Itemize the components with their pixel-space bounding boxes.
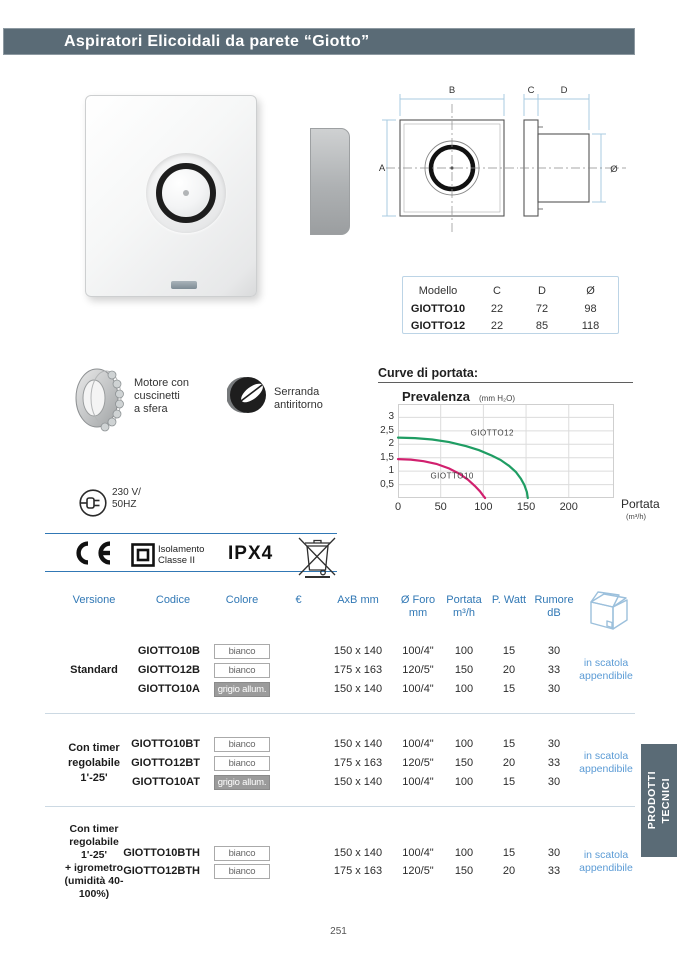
- power-value: 15: [502, 645, 516, 657]
- fan-front-panel: [85, 95, 257, 297]
- model-name: GIOTTO12: [410, 319, 466, 332]
- plot-border: [399, 405, 614, 498]
- color-cell: [208, 663, 276, 678]
- y-tick-label: 0,5: [380, 478, 394, 490]
- axb-value: 150 x 140: [333, 776, 383, 788]
- x-tick-label: 200: [559, 501, 578, 513]
- color-swatch: bianco: [214, 663, 270, 678]
- y-tick-label: 2: [388, 438, 394, 450]
- power-value: 15: [502, 683, 516, 695]
- spec-header-col-1: [138, 594, 208, 620]
- y-tick-label: 2,5: [380, 424, 394, 436]
- hole-diameter-value: 100/4": [402, 738, 434, 750]
- y-tick-label: 3: [388, 411, 394, 423]
- noise-value: 33: [547, 664, 561, 676]
- shutter-icon: [227, 375, 267, 415]
- chart-title-underline: [378, 382, 633, 383]
- feature-line: Motore con: [134, 377, 190, 389]
- spec-group-2: [50, 820, 635, 904]
- spec-table-header: [50, 594, 635, 620]
- product-code: GIOTTO10BTH: [123, 847, 200, 859]
- feature-line: cuscinetti: [134, 390, 180, 402]
- spec-header-col-4: [321, 594, 395, 620]
- axb-value: 175 x 163: [333, 757, 383, 769]
- color-swatch: bianco: [214, 846, 270, 861]
- spec-header-line: Rumore: [534, 594, 574, 606]
- flow-curves-plot: [398, 404, 614, 498]
- spec-header-line: Colore: [225, 594, 259, 606]
- version-line: 1'-25': [80, 849, 107, 861]
- power-line: 50HZ: [112, 499, 137, 510]
- ce-mark-icon: [72, 541, 114, 565]
- hole-diameter-value: 100/4": [402, 776, 434, 788]
- product-code: GIOTTO10BT: [131, 738, 200, 750]
- curve-label: GIOTTO10: [430, 471, 474, 481]
- color-cell: [208, 846, 276, 861]
- airflow-value: 100: [454, 738, 474, 750]
- feature-shutter-label: [274, 386, 323, 412]
- spec-row: [138, 661, 577, 680]
- packaging-note: [577, 727, 635, 799]
- hole-diameter-value: 100/4": [402, 683, 434, 695]
- airflow-value: 100: [454, 683, 474, 695]
- product-code: GIOTTO10A: [137, 683, 200, 695]
- centerlines: [386, 104, 626, 232]
- spec-row: [131, 735, 577, 754]
- group-version-label: [50, 727, 138, 799]
- spec-row: [138, 642, 577, 661]
- noise-value: 30: [547, 645, 561, 657]
- dim-value: 22: [490, 302, 504, 315]
- axb-value: 150 x 140: [333, 683, 383, 695]
- spec-header-line: dB: [547, 607, 561, 619]
- spec-header-col-3: [276, 594, 321, 620]
- y-axis-label: Prevalenza: [402, 389, 470, 404]
- curve-giotto12: [398, 438, 528, 498]
- ip-rating: IPX4: [228, 543, 274, 564]
- dim-col-modello: Modello: [418, 285, 458, 297]
- dim-value: 72: [535, 302, 549, 315]
- color-cell: [208, 864, 276, 879]
- group-rows: [138, 634, 577, 706]
- group-version-label: [50, 634, 138, 706]
- curve-label: GIOTTO12: [470, 428, 514, 438]
- color-swatch: bianco: [214, 864, 270, 879]
- color-cell: [208, 775, 276, 790]
- ball-bearing-icon: [73, 365, 129, 433]
- noise-value: 30: [547, 847, 561, 859]
- chart-title: Curve di portata:: [378, 366, 479, 380]
- noise-value: 30: [547, 738, 561, 750]
- dim-value: 118: [581, 319, 600, 332]
- product-photo: [60, 85, 340, 320]
- carton-box-icon: [586, 586, 632, 632]
- feature-line: Serranda: [274, 386, 320, 398]
- note-line: in scatola: [583, 750, 629, 762]
- color-cell: [208, 756, 276, 771]
- spec-header-col-6: [441, 594, 487, 620]
- tech-drawing: [378, 80, 630, 242]
- dim-value: 98: [584, 302, 597, 315]
- brand-logo: [171, 281, 197, 289]
- axb-value: 175 x 163: [333, 865, 383, 877]
- dim-label-a: A: [378, 163, 386, 174]
- product-code: GIOTTO12B: [137, 664, 200, 676]
- x-tick-label: 50: [434, 501, 447, 513]
- spec-header-col-7: [487, 594, 531, 620]
- side-tab-prodotti-tecnici[interactable]: [641, 744, 677, 857]
- y-tick-label: 1: [388, 465, 394, 477]
- x-tick-label: 150: [516, 501, 536, 513]
- side-tab-label: TECNICI: [660, 777, 672, 824]
- group-separator: [45, 713, 635, 714]
- note-line: appendibile: [579, 763, 633, 775]
- dim-col-d: D: [538, 285, 546, 297]
- hole-diameter-value: 100/4": [402, 645, 434, 657]
- spec-header-line: AxB mm: [337, 594, 379, 606]
- cert-band-bottom-line: [45, 571, 337, 572]
- y-axis-unit: (mm H₂O): [479, 394, 515, 403]
- page-number: 251: [330, 926, 347, 937]
- spec-header-line: Codice: [155, 594, 191, 606]
- class-ii-icon: [131, 543, 155, 567]
- x-axis-unit: (m³/h): [626, 512, 646, 521]
- version-line: Con timer: [68, 741, 120, 754]
- insulation-line: Classe II: [158, 555, 195, 566]
- note-line: in scatola: [583, 657, 629, 669]
- color-swatch: bianco: [214, 737, 270, 752]
- noise-value: 30: [547, 683, 561, 695]
- hole-diameter-value: 100/4": [402, 847, 434, 859]
- cert-band-top-line: [45, 533, 337, 534]
- hole-diameter-value: 120/5": [402, 865, 434, 877]
- spec-header-col-5: [395, 594, 441, 620]
- fan-duct: [310, 128, 350, 235]
- note-line: appendibile: [579, 670, 633, 682]
- spec-header-line: P. Watt: [491, 594, 527, 606]
- spec-row: [138, 680, 577, 699]
- spec-group-0: [50, 634, 635, 706]
- power-value: 20: [502, 865, 516, 877]
- dim-label-b: B: [448, 85, 456, 96]
- side-tab-label: PRODOTTI: [646, 771, 658, 830]
- version-line: 1'-25': [80, 771, 108, 784]
- spec-header-line: €: [295, 594, 302, 606]
- airflow-value: 100: [454, 776, 474, 788]
- feature-line: antiritorno: [274, 399, 323, 411]
- center-dot: [450, 166, 453, 169]
- packaging-note: [577, 820, 635, 904]
- airflow-value: 150: [454, 664, 474, 676]
- dim-col-c: C: [493, 285, 501, 297]
- group-rows: [131, 727, 577, 799]
- color-swatch: grigio allum.: [214, 682, 270, 697]
- group-rows: [123, 820, 577, 904]
- spec-header-line: Ø Foro: [400, 594, 436, 606]
- spec-header-col-8: [531, 594, 577, 620]
- header-bar: [3, 28, 635, 55]
- product-code: GIOTTO12BTH: [123, 865, 200, 877]
- color-swatch: bianco: [214, 644, 270, 659]
- insulation-label: [158, 544, 204, 566]
- noise-value: 30: [547, 776, 561, 788]
- spec-row: [131, 754, 577, 773]
- version-line: regolabile: [68, 756, 120, 769]
- noise-value: 33: [547, 757, 561, 769]
- x-tick-label: 0: [394, 501, 402, 513]
- spec-row: [123, 844, 577, 862]
- note-line: in scatola: [583, 849, 629, 861]
- dim-label-c: C: [527, 85, 535, 96]
- fan-ring: [146, 153, 226, 233]
- color-swatch: grigio allum.: [214, 775, 270, 790]
- power-line: 230 V/: [112, 487, 141, 498]
- axb-value: 175 x 163: [333, 664, 383, 676]
- product-code: GIOTTO10AT: [131, 776, 200, 788]
- power-plug-icon: [78, 488, 108, 518]
- dim-table: [402, 276, 619, 334]
- fan-center-dot: [183, 190, 189, 196]
- power-value: 15: [502, 776, 516, 788]
- power-value: 15: [502, 738, 516, 750]
- dim-table-header-row: [403, 282, 618, 300]
- airflow-value: 150: [454, 757, 474, 769]
- page-title: Aspiratori Elicoidali da parete “Giotto”: [64, 32, 370, 50]
- dim-table-row: [403, 317, 618, 334]
- noise-value: 33: [547, 865, 561, 877]
- hole-diameter-value: 120/5": [402, 757, 434, 769]
- dim-value: 85: [535, 319, 549, 332]
- spec-header-col-2: [208, 594, 276, 620]
- model-name: GIOTTO10: [410, 302, 466, 315]
- group-separator: [45, 806, 635, 807]
- product-code: GIOTTO12BT: [131, 757, 200, 769]
- packaging-note: [577, 634, 635, 706]
- version-line: regolabile: [69, 836, 119, 848]
- spec-row: [123, 862, 577, 880]
- dim-value: 22: [490, 319, 504, 332]
- spec-row: [131, 773, 577, 792]
- color-cell: [208, 737, 276, 752]
- version-line: + igrometro: [64, 862, 124, 874]
- dim-table-row: [403, 300, 618, 317]
- x-tick-label: 100: [474, 501, 493, 513]
- airflow-value: 100: [454, 645, 474, 657]
- feature-line: a sfera: [134, 403, 168, 415]
- note-line: appendibile: [579, 862, 633, 874]
- color-swatch: bianco: [214, 756, 270, 771]
- color-cell: [208, 644, 276, 659]
- dim-label-diameter: Ø: [610, 164, 618, 175]
- spec-header-col-0: [50, 594, 138, 620]
- axb-value: 150 x 140: [333, 847, 383, 859]
- feature-bearing-label: [134, 377, 189, 416]
- version-line: Con timer: [69, 823, 119, 835]
- version-line: (umidità 40-: [64, 875, 124, 887]
- spec-group-1: [50, 727, 635, 799]
- color-cell: [208, 682, 276, 697]
- spec-header-line: Versione: [72, 594, 116, 606]
- version-line: Standard: [70, 663, 118, 676]
- spec-header-line: Portata: [446, 594, 482, 606]
- power-value: 15: [502, 847, 516, 859]
- axb-value: 150 x 140: [333, 645, 383, 657]
- dim-label-d: D: [560, 85, 568, 96]
- y-tick-label: 1,5: [380, 451, 394, 463]
- weee-bin-icon: [296, 534, 338, 578]
- dimension-lines: [382, 94, 606, 216]
- product-code: GIOTTO10B: [137, 645, 200, 657]
- power-value: 20: [502, 664, 516, 676]
- version-line: 100%): [78, 888, 110, 900]
- spec-header-line: m³/h: [453, 607, 475, 619]
- hole-diameter-value: 120/5": [402, 664, 434, 676]
- insulation-line: Isolamento: [158, 544, 205, 555]
- x-axis-label: Portata: [621, 497, 660, 511]
- spec-header-line: mm: [408, 607, 428, 619]
- power-label: [112, 487, 141, 511]
- power-value: 20: [502, 757, 516, 769]
- axb-value: 150 x 140: [333, 738, 383, 750]
- airflow-value: 150: [454, 865, 474, 877]
- group-version-label: [50, 820, 138, 904]
- airflow-value: 100: [454, 847, 474, 859]
- dim-col-diameter: Ø: [586, 285, 595, 297]
